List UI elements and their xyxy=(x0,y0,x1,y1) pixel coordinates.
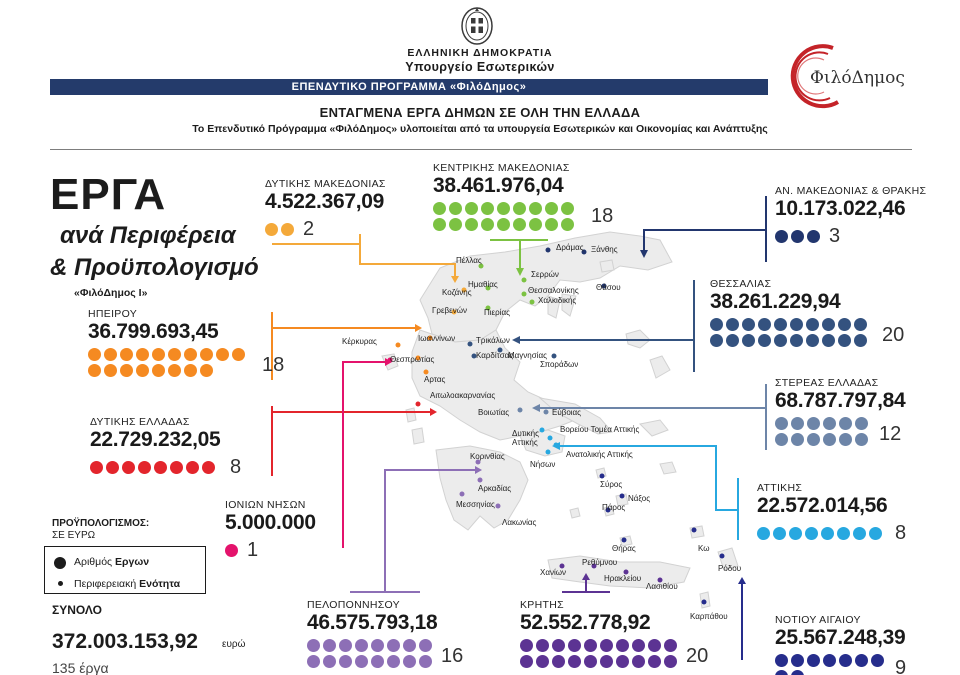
project-dot xyxy=(465,202,478,215)
project-dot xyxy=(775,670,788,675)
project-dot xyxy=(791,433,804,446)
region-kritis xyxy=(520,599,708,668)
project-dot xyxy=(805,527,818,540)
republic-title: ΕΛΛΗΝΙΚΗ ΔΗΜΟΚΡΑΤΙΑ xyxy=(407,47,553,59)
project-dots xyxy=(307,639,435,668)
project-dots xyxy=(90,461,218,474)
project-dot xyxy=(742,318,755,331)
project-dot xyxy=(791,670,804,675)
region-dytikis-makedonias xyxy=(265,178,386,241)
project-dot xyxy=(837,527,850,540)
project-dot xyxy=(339,655,352,668)
project-dot xyxy=(757,527,770,540)
region-name: ΚΕΝΤΡΙΚΗΣ ΜΑΚΕΔΟΝΙΑΣ xyxy=(433,162,570,174)
budget-unit: ΣΕ ΕΥΡΩ xyxy=(52,530,96,541)
project-dot xyxy=(822,334,835,347)
total-amount: 372.003.153,92 xyxy=(52,630,198,653)
project-dot xyxy=(561,218,574,231)
project-dot xyxy=(822,318,835,331)
total-currency: ευρώ xyxy=(222,639,246,650)
project-dot xyxy=(323,655,336,668)
region-name: ΘΕΣΣΑΛΙΑΣ xyxy=(710,278,772,290)
project-dot xyxy=(497,218,510,231)
city-label: Σποράδων xyxy=(540,360,579,369)
legend-projects-label xyxy=(74,556,149,568)
legend-projects-text: Αριθμός xyxy=(74,556,116,568)
project-count: 20 xyxy=(686,645,709,667)
budget-label: ΠΡΟΫΠΟΛΟΓΙΣΜΟΣ: xyxy=(52,518,150,529)
project-count: 18 xyxy=(591,205,614,227)
project-dot xyxy=(600,639,613,652)
project-dot xyxy=(806,318,819,331)
title-sub-1: ανά Περιφέρεια xyxy=(60,222,236,249)
project-dot xyxy=(307,639,320,652)
city-label: Πέλλας xyxy=(456,256,482,265)
region-name: ΑΝ. ΜΑΚΕΔΟΝΙΑΣ & ΘΡΑΚΗΣ xyxy=(775,185,927,197)
region-amount: 52.552.778,92 xyxy=(520,611,651,634)
city-label: Κω xyxy=(698,544,710,553)
project-dot xyxy=(90,461,103,474)
region-thessalias xyxy=(710,278,904,347)
project-dot xyxy=(449,202,462,215)
project-dot xyxy=(355,655,368,668)
city-label: Μεσσηνίας xyxy=(456,500,495,509)
region-amount: 38.461.976,04 xyxy=(433,174,564,197)
city-label: Κορινθίας xyxy=(470,452,505,461)
city-label: Κέρκυρας xyxy=(342,337,377,346)
region-kentrikis-makedonias xyxy=(433,162,613,231)
project-dots xyxy=(88,348,254,377)
city-label: Λασιθίου xyxy=(646,582,678,591)
city-label: Ρόδου xyxy=(718,564,742,573)
city-label: Νήσων xyxy=(530,460,556,469)
project-dot xyxy=(104,364,117,377)
city-label: Εύβοιας xyxy=(552,408,582,417)
city-label: Αρκαδίας xyxy=(478,484,512,493)
project-dot xyxy=(774,318,787,331)
project-dot xyxy=(403,639,416,652)
project-dot xyxy=(154,461,167,474)
program-banner-text: ΕΠΕΝΔΥΤΙΚΟ ΠΡΟΓΡΑΜΜΑ «ΦιλόΔημος» xyxy=(291,81,527,93)
project-dot xyxy=(122,461,135,474)
project-dot xyxy=(232,348,245,361)
project-dot xyxy=(529,202,542,215)
project-dot xyxy=(88,348,101,361)
region-notiou-aigaiou xyxy=(775,614,906,675)
total-label: ΣΥΝΟΛΟ xyxy=(52,603,102,617)
project-dot xyxy=(552,655,565,668)
project-dot xyxy=(104,348,117,361)
region-amount: 22.729.232,05 xyxy=(90,428,221,451)
city-label: Αρτας xyxy=(424,375,446,384)
title-sub-2: & Προϋπολογισμό xyxy=(50,254,259,281)
city-label: Ξάνθης xyxy=(591,245,618,254)
project-dot xyxy=(839,433,852,446)
region-amount: 38.261.229,94 xyxy=(710,290,841,313)
project-dot xyxy=(758,334,771,347)
project-dot xyxy=(513,218,526,231)
legend-unit-label xyxy=(74,578,180,590)
project-dot xyxy=(632,655,645,668)
project-dot xyxy=(433,218,446,231)
project-dot xyxy=(387,655,400,668)
region-name: ΙΟΝΙΩΝ ΝΗΣΩΝ xyxy=(225,499,306,511)
legend-projects-bold: Εργων xyxy=(115,556,150,568)
region-amount: 36.799.693,45 xyxy=(88,320,219,343)
city-label: Σύρος xyxy=(600,480,623,489)
project-dot xyxy=(584,655,597,668)
project-dot xyxy=(520,655,533,668)
project-dot xyxy=(120,364,133,377)
project-dot xyxy=(648,655,661,668)
region-dytikis-elladas xyxy=(90,416,241,479)
project-dot xyxy=(200,364,213,377)
project-dot xyxy=(339,639,352,652)
project-dot xyxy=(775,230,788,243)
project-dot xyxy=(789,527,802,540)
project-dot xyxy=(481,202,494,215)
region-name: ΗΠΕΙΡΟΥ xyxy=(88,308,138,320)
project-dot xyxy=(216,348,229,361)
city-label: Θεσπρωτίας xyxy=(390,355,435,364)
city-label: Ανατολικής Αττικής xyxy=(566,450,633,459)
project-count: 8 xyxy=(230,456,242,478)
project-dot xyxy=(152,348,165,361)
city-label: Χανίων xyxy=(540,568,566,577)
region-amount: 22.572.014,56 xyxy=(757,494,888,517)
project-dot xyxy=(823,433,836,446)
title-sub-3: «ΦιλόΔημος Ι» xyxy=(74,287,148,299)
city-label: Αττικής xyxy=(512,438,538,447)
project-dot xyxy=(855,654,868,667)
project-dot xyxy=(136,348,149,361)
project-dot xyxy=(838,334,851,347)
region-attikis xyxy=(757,482,906,545)
project-dots xyxy=(757,527,885,540)
project-dot xyxy=(807,654,820,667)
region-name: ΚΡΗΤΗΣ xyxy=(520,599,564,611)
city-label: Καρπάθου xyxy=(690,612,728,621)
project-dot xyxy=(726,334,739,347)
city-label: Θάσου xyxy=(596,283,621,292)
project-dot xyxy=(106,461,119,474)
region-an-makedonias-thrakis xyxy=(775,185,926,248)
region-name: ΣΤΕΡΕΑΣ ΕΛΛΑΔΑΣ xyxy=(775,377,879,389)
project-dot xyxy=(481,218,494,231)
project-dot xyxy=(545,218,558,231)
project-dot xyxy=(520,639,533,652)
project-dot xyxy=(838,318,851,331)
project-dot xyxy=(584,639,597,652)
city-label: Καρδίτσας xyxy=(476,351,514,360)
legend-project-dot-icon xyxy=(54,557,66,569)
project-dot xyxy=(648,639,661,652)
logo-text: ΦιλόΔημος xyxy=(810,68,905,88)
project-dot xyxy=(710,334,723,347)
city-label: Ρεθύμνου xyxy=(582,558,618,567)
project-dot xyxy=(710,318,723,331)
project-dots xyxy=(520,639,680,668)
project-dot xyxy=(465,218,478,231)
project-dot xyxy=(807,417,820,430)
city-label: Χαλκιδικής xyxy=(538,296,577,305)
project-dot xyxy=(120,348,133,361)
project-dots xyxy=(775,417,873,446)
project-dots xyxy=(710,318,876,347)
project-dots xyxy=(775,654,889,675)
project-dot xyxy=(775,654,788,667)
project-dot xyxy=(855,417,868,430)
city-label: Βορείου Τομέα Αττικής xyxy=(560,425,640,434)
project-dot xyxy=(854,334,867,347)
project-dot xyxy=(152,364,165,377)
region-name: ΑΤΤΙΚΗΣ xyxy=(757,482,803,494)
project-dot xyxy=(855,433,868,446)
project-dot xyxy=(225,544,238,557)
city-label: Δράμας xyxy=(556,243,584,252)
project-dot xyxy=(664,639,677,652)
project-dot xyxy=(854,318,867,331)
region-amount: 10.173.022,46 xyxy=(775,197,906,220)
region-name: ΝΟΤΙΟΥ ΑΙΓΑΙΟΥ xyxy=(775,614,861,626)
project-dot xyxy=(552,639,565,652)
legend-unit-bold: Ενότητα xyxy=(139,578,181,590)
project-dot xyxy=(138,461,151,474)
project-dot xyxy=(433,202,446,215)
region-ionion-nison xyxy=(225,499,316,562)
city-label: Σερρών xyxy=(531,270,559,279)
project-dots xyxy=(775,230,823,243)
city-label: Πάρος xyxy=(602,503,626,512)
project-dot xyxy=(184,348,197,361)
project-dot xyxy=(513,202,526,215)
project-dot xyxy=(497,202,510,215)
project-count: 20 xyxy=(882,324,905,346)
project-dot xyxy=(823,654,836,667)
city-label: Κοζάνης xyxy=(442,288,472,297)
city-label: Πιερίας xyxy=(484,308,510,317)
project-dot xyxy=(839,654,852,667)
project-dot xyxy=(371,639,384,652)
project-dot xyxy=(88,364,101,377)
city-label: Αιτωλοακαρνανίας xyxy=(430,391,496,400)
city-label: Θεσσαλονίκης xyxy=(528,286,579,295)
total-projects: 135 έργα xyxy=(52,660,109,675)
project-dot xyxy=(536,639,549,652)
ministry-title: Υπουργείο Εσωτερικών xyxy=(405,60,555,74)
project-dot xyxy=(265,223,278,236)
project-dot xyxy=(790,318,803,331)
project-dots xyxy=(265,223,297,236)
project-dot xyxy=(726,318,739,331)
region-stereas-elladas xyxy=(775,377,905,446)
project-dots xyxy=(433,202,581,231)
project-count: 3 xyxy=(829,225,841,247)
city-label: Λακωνίας xyxy=(502,518,537,527)
project-count: 16 xyxy=(441,645,464,667)
project-dot xyxy=(791,417,804,430)
project-dot xyxy=(200,348,213,361)
project-dot xyxy=(775,417,788,430)
project-dot xyxy=(168,348,181,361)
project-dot xyxy=(806,334,819,347)
region-name: ΔΥΤΙΚΗΣ ΜΑΚΕΔΟΝΙΑΣ xyxy=(265,178,386,190)
project-dot xyxy=(561,202,574,215)
legend-unit-text: Περιφερειακή xyxy=(74,578,140,590)
project-dot xyxy=(281,223,294,236)
project-count: 2 xyxy=(303,218,315,240)
headline: ΕΝΤΑΓΜΕΝΑ ΕΡΓΑ ΔΗΜΩΝ ΣΕ ΟΛΗ ΤΗΝ ΕΛΛΑΔΑ xyxy=(319,105,641,120)
project-dot xyxy=(323,639,336,652)
subheadline: Το Επενδυτικό Πρόγραμμα «ΦιλόΔημος» υλοποιείται από τα υπουργεία Εσωτερικών και Οικονομίας και Ανάπτυξης xyxy=(192,123,768,135)
project-dot xyxy=(791,654,804,667)
project-dot xyxy=(449,218,462,231)
project-dot xyxy=(791,230,804,243)
city-label: Ηρακλείου xyxy=(604,574,642,583)
project-dot xyxy=(823,417,836,430)
city-label: Δυτικής xyxy=(512,429,539,438)
city-label: Τρικάλων xyxy=(476,336,510,345)
project-dot xyxy=(136,364,149,377)
project-count: 12 xyxy=(879,423,902,445)
project-dot xyxy=(616,655,629,668)
project-dot xyxy=(821,527,834,540)
region-amount: 25.567.248,39 xyxy=(775,626,906,649)
project-dot xyxy=(790,334,803,347)
project-dot xyxy=(170,461,183,474)
project-dot xyxy=(568,639,581,652)
project-dot xyxy=(773,527,786,540)
project-dot xyxy=(202,461,215,474)
project-dot xyxy=(758,318,771,331)
project-dot xyxy=(807,230,820,243)
project-dot xyxy=(186,461,199,474)
project-count: 18 xyxy=(262,354,285,376)
project-dot xyxy=(419,639,432,652)
project-dot xyxy=(853,527,866,540)
project-dot xyxy=(545,202,558,215)
project-dot xyxy=(529,218,542,231)
region-amount: 46.575.793,18 xyxy=(307,611,438,634)
city-label: Θήρας xyxy=(612,544,636,553)
legend-unit-dot-icon xyxy=(58,581,63,586)
project-dot xyxy=(184,364,197,377)
city-label: Ημαθίας xyxy=(468,280,498,289)
project-count: 1 xyxy=(247,539,259,561)
city-label: Νάξος xyxy=(628,494,651,503)
project-dot xyxy=(742,334,755,347)
region-amount: 68.787.797,84 xyxy=(775,389,906,412)
project-dot xyxy=(616,639,629,652)
project-dot xyxy=(664,655,677,668)
project-dot xyxy=(419,655,432,668)
region-name: ΠΕΛΟΠΟΝΝΗΣΟΥ xyxy=(307,599,400,611)
project-dot xyxy=(536,655,549,668)
project-dot xyxy=(839,417,852,430)
project-dot xyxy=(775,433,788,446)
project-dot xyxy=(568,655,581,668)
region-ipeirou xyxy=(88,308,284,377)
project-dot xyxy=(307,655,320,668)
region-amount: 5.000.000 xyxy=(225,511,316,534)
project-dot xyxy=(807,433,820,446)
city-label: Μαγνησίας xyxy=(508,351,547,360)
project-dots xyxy=(225,544,241,557)
project-count: 9 xyxy=(895,657,907,675)
project-count: 8 xyxy=(895,522,907,544)
city-label: Ιωαννίνων xyxy=(418,334,456,343)
project-dot xyxy=(632,639,645,652)
title-main: ΕΡΓΑ xyxy=(50,170,167,219)
project-dot xyxy=(168,364,181,377)
project-dot xyxy=(869,527,882,540)
project-dot xyxy=(387,639,400,652)
city-label: Γρεβενών xyxy=(432,306,467,315)
project-dot xyxy=(600,655,613,668)
project-dot xyxy=(871,654,884,667)
region-peloponnisou xyxy=(307,599,463,668)
region-name: ΔΥΤΙΚΗΣ ΕΛΛΑΔΑΣ xyxy=(90,416,190,428)
city-label: Βοιωτίας xyxy=(478,408,510,417)
project-dot xyxy=(355,639,368,652)
region-amount: 4.522.367,09 xyxy=(265,190,385,213)
project-dot xyxy=(774,334,787,347)
project-dot xyxy=(403,655,416,668)
project-dot xyxy=(371,655,384,668)
